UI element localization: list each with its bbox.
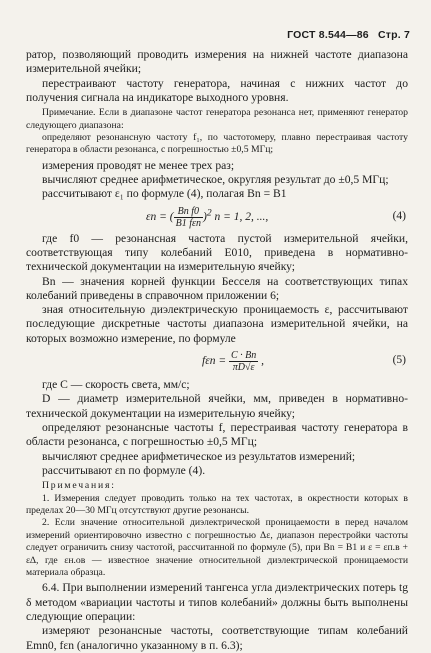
- eq5-fraction: [229, 350, 258, 373]
- equation-5: [26, 346, 408, 378]
- eq5-numerator: C · Bn: [231, 350, 257, 362]
- paragraph: вычисляют среднее арифметическое, округляя результат до ±0,5 МГц;: [42, 173, 389, 187]
- section-paragraph: 6.4. При выполнении измерений тангенса угла диэлектрических потерь tg δ методом «вариации частоты и типов колебаний» должны быть выполнены следующие операции:: [26, 581, 408, 623]
- eq5-denominator: πD√ε: [232, 362, 255, 374]
- note-item: 1. Измерения следует проводить только на тех частотах, в окрестности которых в пределах 20—30 МГц отсутствуют другие резонансы.: [26, 492, 408, 516]
- eq4-lhs: εn =: [146, 210, 167, 223]
- note-item: 2. Если значение относительной диэлектрической проницаемости в перед началом измерений ориентировочно известно с погрешностью Δε, диапазон перестройки частоты следует ограничить снизу частотой, рассчитанной по формуле (5), при Bn = B1 и ε = εп.в + ε∆, где εн.ов — известное значение относительной диэлектрической проницаемости материала образца.: [26, 517, 408, 578]
- page-number: Стр. 7: [377, 29, 410, 41]
- paragraph: где C — скорость света, мм/с;: [42, 378, 190, 392]
- eq4-denominator: B1 fεn: [175, 217, 201, 229]
- paragraph: перестраивают частоту генератора, начиная с нижних частот до получения сигнала на индикаторе выходного уровня.: [26, 76, 408, 104]
- paragraph: ратор, позволяющий проводить измерения на нижней частоте диапазона измерительной ячейки;: [26, 48, 408, 76]
- standard-number: ГОСТ 8.544—86: [287, 29, 369, 41]
- note-text: Примечание. Если в диапазоне частот генератора резонанса нет, применяют генератор следующего диапазона:: [26, 107, 408, 131]
- paragraph: определяют резонансные частоты f, перестраивая частоту генератора в области резонанса, с погрешностью ±0,5 МГц;: [26, 420, 408, 449]
- paragraph: измерения проводят не менее трех раз;: [42, 158, 235, 172]
- page-header: [281, 29, 410, 41]
- eq4-tail: n = 1, 2, ...,: [214, 210, 269, 223]
- equation-number: (5): [392, 354, 406, 367]
- paragraph: D — диаметр измерительной ячейки, мм, приведен в нормативно-технической документации на измерительную ячейку;: [26, 392, 408, 420]
- note-line: определяют резонансную частоту f₁, по частотомеру, плавно перестраивая частоту генератора в области резонанса, с погрешностью ±0,5 МГц;: [26, 132, 408, 156]
- equation-number: (4): [392, 209, 406, 222]
- eq5-lhs: fεn =: [202, 355, 227, 368]
- eq4-numerator: Bn f0: [174, 206, 203, 218]
- paragraph: где f0 — резонансная частота пустой измерительной ячейки, соответствующая типу колебаний E010, приведена в нормативно-технической документации на измерительную ячейку;: [26, 231, 408, 274]
- paragraph: измеряют резонансные частоты, соответствующие типам колебаний Emn0, fεn (аналогично указанному в п. 6.3);: [26, 624, 408, 652]
- eq5-tail: ,: [261, 355, 265, 368]
- equation-4: εn = ( $\frac{\text{Bn f0}}{\text{B1 fεn}}$ )$^2$ n = 1, 2, ..., (4): [146, 205, 406, 229]
- paragraph: Bn — значения корней функции Бесселя на соответствующих типах колебаний приведены в справочном приложении 6;: [26, 274, 408, 302]
- paragraph: вычисляют среднее арифметическое из результатов измерений;: [42, 449, 356, 463]
- document-body: [26, 48, 408, 653]
- paragraph: рассчитывают εn по формуле (4).: [42, 463, 206, 477]
- paragraph: рассчитывают ε₁ по формуле (4), полагая Bn = B1: [42, 187, 287, 201]
- eq4-fraction: [174, 206, 203, 229]
- notes-title: Примечания:: [42, 480, 116, 492]
- paragraph: зная относительную диэлектрическую проницаемость ε, рассчитывают последующие дискретные частоты диапазона измерительной ячейки, на которых возможно измерение, по формуле: [26, 303, 408, 345]
